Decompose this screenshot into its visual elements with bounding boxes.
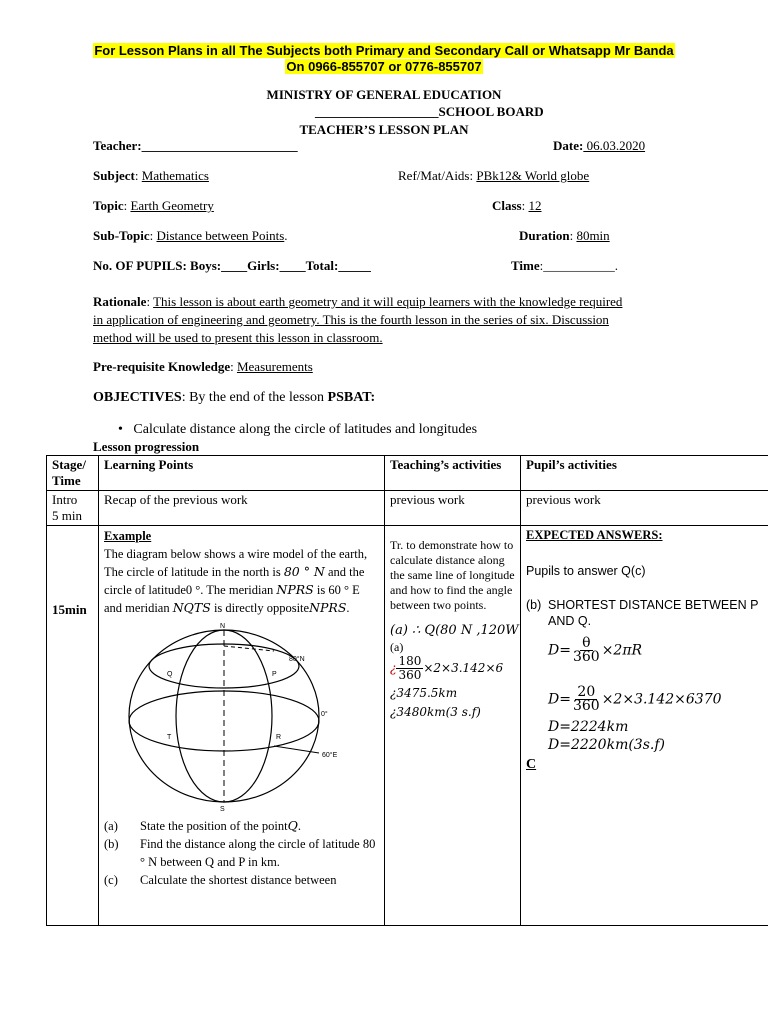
bullet-icon: • — [118, 422, 123, 437]
subtopic-field: Sub-Topic: Distance between Points. — [93, 228, 288, 243]
label-80n: 80°N — [289, 656, 305, 663]
list-item: (c) Calculate the shortest distance between — [104, 873, 337, 887]
table-row — [47, 491, 768, 526]
main-learning: Example The diagram below shows a wire model of the earth, The circle of latitude in the north is 80 ° N and the circle of latitude0 °. The meridian NPRS is 60 ° E and meridian NQTS is directly oppositeNPRS. N S Q P T R 80°N 0° 60°E (a) State the position of the pointQ. (b) Find the distance along the circle of latitude 80 ° N between Q and P in km. (c) Calculate the shortest distance between — [99, 526, 385, 926]
objectives: OBJECTIVES: By the end of the lesson PSBAT: — [93, 390, 376, 405]
date-field: Date: 06.03.2020 — [553, 138, 646, 153]
lesson-plan-title: TEACHER’S LESSON PLAN — [299, 122, 469, 137]
promo-banner-line2: On 0966-855707 or 0776-855707 — [286, 59, 482, 74]
intro-pupil: previous work — [521, 491, 768, 526]
teacher-field: Teacher:________________________ — [93, 138, 298, 153]
header-pupil: Pupil’s activities — [521, 456, 768, 491]
ref-field: Ref/Mat/Aids: PBk12& World globe — [398, 168, 590, 183]
list-item: (b) Find the distance along the circle of latitude 80 ° N between Q and P in km. — [104, 837, 376, 869]
intro-teaching: previous work — [385, 491, 521, 526]
table-row — [47, 526, 768, 926]
objective-bullet: • Calculate distance along the circle of latitudes and longitudes — [118, 422, 478, 437]
label-n: N — [220, 623, 226, 630]
school-board: ___________________SCHOOL BOARD — [315, 104, 544, 119]
label-60e: 60°E — [322, 752, 338, 759]
prerequisite: Pre-requisite Knowledge: Measurements — [93, 359, 313, 374]
intro-learning: Recap of the previous work — [99, 491, 385, 526]
table-header-row — [47, 456, 768, 491]
rationale: Rationale: This lesson is about earth geometry and it will equip learners with the knowledge required in application of engineering and geometry. This is the fourth lesson in the series of six. Discussion method will be used to present this lesson in classroom. — [93, 294, 623, 345]
topic-field: Topic: Earth Geometry — [93, 198, 214, 213]
subject-field: Subject: Mathematics — [93, 168, 209, 183]
label-r: R — [276, 734, 282, 741]
promo-banner-line1: For Lesson Plans in all The Subjects both Primary and Secondary Call or Whatsapp Mr Banda — [94, 43, 674, 58]
label-s: S — [220, 806, 225, 811]
list-item: (a) State the position of the pointQ. — [104, 818, 301, 833]
header-teaching: Teaching’s activities — [385, 456, 521, 491]
globe-diagram — [104, 621, 364, 811]
label-p: P — [272, 671, 277, 678]
duration-field: Duration: 80min — [519, 228, 610, 243]
main-pupil: EXPECTED ANSWERS: Pupils to answer Q(c) (b) SHORTEST DISTANCE BETWEEN P AND Q. D= $\frac{\theta}{360}$ ×2πR D= $\frac{20}{360}$ ×2×3.142×6370 D=2224km D=2220km(3s.f) C — [521, 526, 768, 926]
header-learning: Learning Points — [99, 456, 385, 491]
ministry-title: MINISTRY OF GENERAL EDUCATION — [266, 87, 502, 102]
main-teaching: Tr. to demonstrate how to calculate distance along the same line of longitude and how to find the angle between two points. (a) ∴ Q(80 N ,120W (a) ¿ $\frac{180}{360}$ ×2×3.142×6 ¿3475.5km ¿3480km(3 s.f) — [385, 526, 521, 926]
label-q: Q — [167, 671, 173, 678]
progression-label: Lesson progression — [93, 439, 200, 454]
label-t: T — [167, 734, 172, 741]
pupils-field: No. OF PUPILS: Boys:____Girls:____Total:_____ — [93, 258, 371, 273]
time-field: Time:___________. — [511, 258, 619, 273]
lesson-table — [46, 455, 768, 926]
main-stage: 15min — [47, 526, 99, 926]
class-field: Class: 12 — [492, 198, 542, 213]
header-stage: Stage/ Time — [47, 456, 99, 491]
intro-stage: Intro 5 min — [47, 491, 99, 526]
question-list — [104, 817, 379, 889]
label-0: 0° — [321, 711, 328, 718]
